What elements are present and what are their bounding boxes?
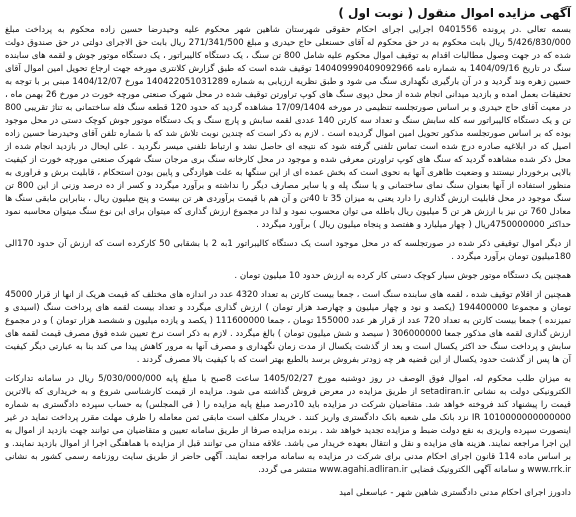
- paragraph-auction-terms: به میزان طلب محکوم له، اموال فوق الوصف در روز دوشنبه مورخ 1405/02/27 ساعت 8صبح با مبلغ پایه 5/030/000/000 ریال در سامانه تدارکات الکترونیکی دولت به نشانی setadiran.ir از طریق مزایده در معرض فروش گذاشته می شود. مزایده از قیمت کارشناسی شروع و به خریداری که بالاترین قیمت را پیشنهاد کند فروخته خواهد شد. متقاضیان شرکت در مزایده باید 10درصد مبلغ پایه مزایده را ( فی المجلس) به حساب سپرده دادگستری به شماره 1010000000000000 IR نزد بانک ملی شعبه بانک دادگستری واریز کنند . خریدار مکلف است مابقی ثمن معامله را ظرف مهلت مقرر پرداخت نماید در غیر اینصورت سپرده واریزی به نفع دولت ضبط و مزایده تجدید خواهد شد . برنده مزایده صرفا از طریق سامانه تعیین و متقاضیان می توانند جهت بازدید از اموال به این اجرا مراجعه نمایند. هزینه های مزایده و نقل و انتقال بعهده خریدار می باشد. علاقه مندان می توانند قبل از مزایده با هماهنگی اجرا از اموال بازدید نمایند. و بر اساس ماده 114 قانون اجرای احکام مدنی برای شرکت در مزایده به سامانه مراجعه نمایند. آگهی حاضر از طریق سایت روزنامه رسمی کشور به نشانی www.rrk.ir و سامانه آگهی الکترونیک قضایی www.agahi.adliran.ir منتشر می گردد.: [5, 374, 572, 475]
- paragraph-calibrator: از دیگر اموال توقیفی ذکر شده در صورتجلسه که در محل موجود است یک دستگاه کالیبراتور 1به 2 با بشقابی 50 کارکرده است که ارزش آن حدود 170الی 180میلیون تومان برآورد میگردد .: [5, 239, 572, 262]
- paragraph-abrasive-items: همچنین از اقلام توقیف شده ، لقمه های سابنده سنگ است ، جمعا بیست کارتن به تعداد 4320 عدد در اندازه های مختلف که قیمت هریک از انها از قرار 45000 تومان و مجموعا 194400000 (یکصد و نود و چهار میلیون و چهارصد هزار تومان ) ارزش گذاری میگردد و تعداد بیست لقمه های پرداخت سنگ (اسیدی و تمیزنده ) جمعا بیست کارتن به تعداد 720 عدد از قرار هر عدد 155000 تومان ، جمعا 111600000 ( یکصد و یازده میلیون و ششصد هزار تومان ) و در مجموع ارزش گذاری لقمه های مذکور جمعا 306000000 ( سیصد و شش میلیون تومان ) بالغ میگردد . لازم به ذکر است نرخ تعیین شده فوق مصرف قیمت لقمه های سابش و پرداخت سنگ حد اکثر یکسال است و بعد از گذشت یکسال از مدت زمان نگهداری و مصرف آنها به مرور کاهش پیدا می کند بنا به عبارتی دیگر کیفیت آن ها پس از گذشت حدود یکسال از این قضیه هر چه زودتر بفروش برسد بالطبع بهتر است که با کیفیت بالا مصرف گردند .: [5, 290, 572, 365]
- paragraph-welding-motor: همچنین یک دستگاه موتور جوش سیار کوچک دستی کار کرده به ارزش حدود 10 میلیون تومان .: [234, 271, 571, 281]
- notice-title: آگهی مزایده اموال منقول ( نوبت اول ): [338, 6, 571, 20]
- paragraph-case-details: بسمه تعالی .در پرونده 0401556 اجرایی اجرای احکام حقوقی شهرستان شاهین شهر محکوم علیه وحیدرضا حسین زاده محکوم به پرداخت مبلغ 5/426/830/000 ریال بابت محکوم به در حق محکوم له آقای حسنعلی حاج حیدری و مبلغ 271/341/500 ریال بابت حق الاجرای دولتی در حق صندوق دولت شده که در جهت وصول مطالبات اقدام به توقیف اموال محکوم علیه شامل 800 تن سنگ ، یک دستگاه کالیبراتور ، یک دستگاه موتور جوش و لقمه های سابنده سنگ در تاریخ 1404/09/16 به شماره نامه 140409990409092966 توقیف شده است که طبق گزارش کلانتری مورخه جهت ارجاع تحویل امین اموال آقای حسین زهره وند گردید و در آن بارگیری نگهداری سنگ می شود و طبق نظریه ارزیابی به شماره 140422051031289 مورخ 1404/12/07 مبنی بر با توجه به تحقیقات بعمل امده و بازدید میدانی انجام شده از محل دپوی سنگ های کوپ تراورتن توقیف شده در محل شهرک صنعتی مورچه خورت در مورخ 26 بهمن ماه ، در معیت آقای حاج حیدری و بر اساس صورتجلسه تنظیمی در مورخه 17/09/1404 مشاهده گردید که حدود 120 قطعه سنگ فله ساختمانی به تناژ تقریبی 800 تن و یک دستگاه کالیبراتور سه کله سابش سنگ و تعداد سه کارتن 140 عددی لقمه سابش و پارچ سنگ و یک دستگاه موتور جوش کوچک دستی در محل موجود بوده که بر اساس صورتجلسه مذکور تحویل امین اموال گردیده است . لازم به ذکر است که چندین نوبت تلاش شد که با شماره تلفن آقای وحیدرضا حسین زاده اصیل که در ابلاغیه صادره درج شده است تماس تلفنی گرفته شود که نتیجه ای حاصل نشد و ارتباط تلفنی میسر نگردید . علی ایحال در بازدید انجام شده از محل ذکر شده مشاهده گردید که سنگ های کوپ تراورتن معرفی شده و موجود در محل کارخانه سنگ بری مرجان سنگ شهرک صنعتی مورچه خورت از کیفیت بالایی برخوردار نیستند و وضعیت ظاهری آنها به نحوی است که بخش عمده ای از این سنگها به علت هوازدگی و پایین بودن استحکام ، قابلیت برش و فراوری به منظور استفاده از آنها بعنوان سنگ نمای ساختمانی و یا سنگ پله و یا سایر مصارف دیگر را نداشته و برآورد میگردد و کسر از ده درصد وزنی از این 800 تن سنگ موجود در محل قابلیت ارزش گذاری را دارد یعنی به میزان 35 تا 40تن و آن هم با قیمت برآوردی هر تن بیست و پنج میلیون ریال ، بنابراین مابقی سنگ ها معادل 760 تن نیز با ارزش هر تن 5 میلیون ریال باطله می توان محسوب نمود و لذا در مجموع ارزش گذاری که میتوان برای این نوع سنگ میتوان محاسبه نمود حداکثر 4750000000ریال ( چهار میلیارد و هفتصد و پنجاه میلیون ریال ) برآورد میگردد .: [5, 25, 572, 230]
- notice-header: [5, 2, 571, 24]
- notice-signature: دادورز اجرای احکام مدنی دادگستری شاهین شهر - عباسعلی امید: [339, 488, 571, 498]
- footer-spacer: [5, 477, 571, 487]
